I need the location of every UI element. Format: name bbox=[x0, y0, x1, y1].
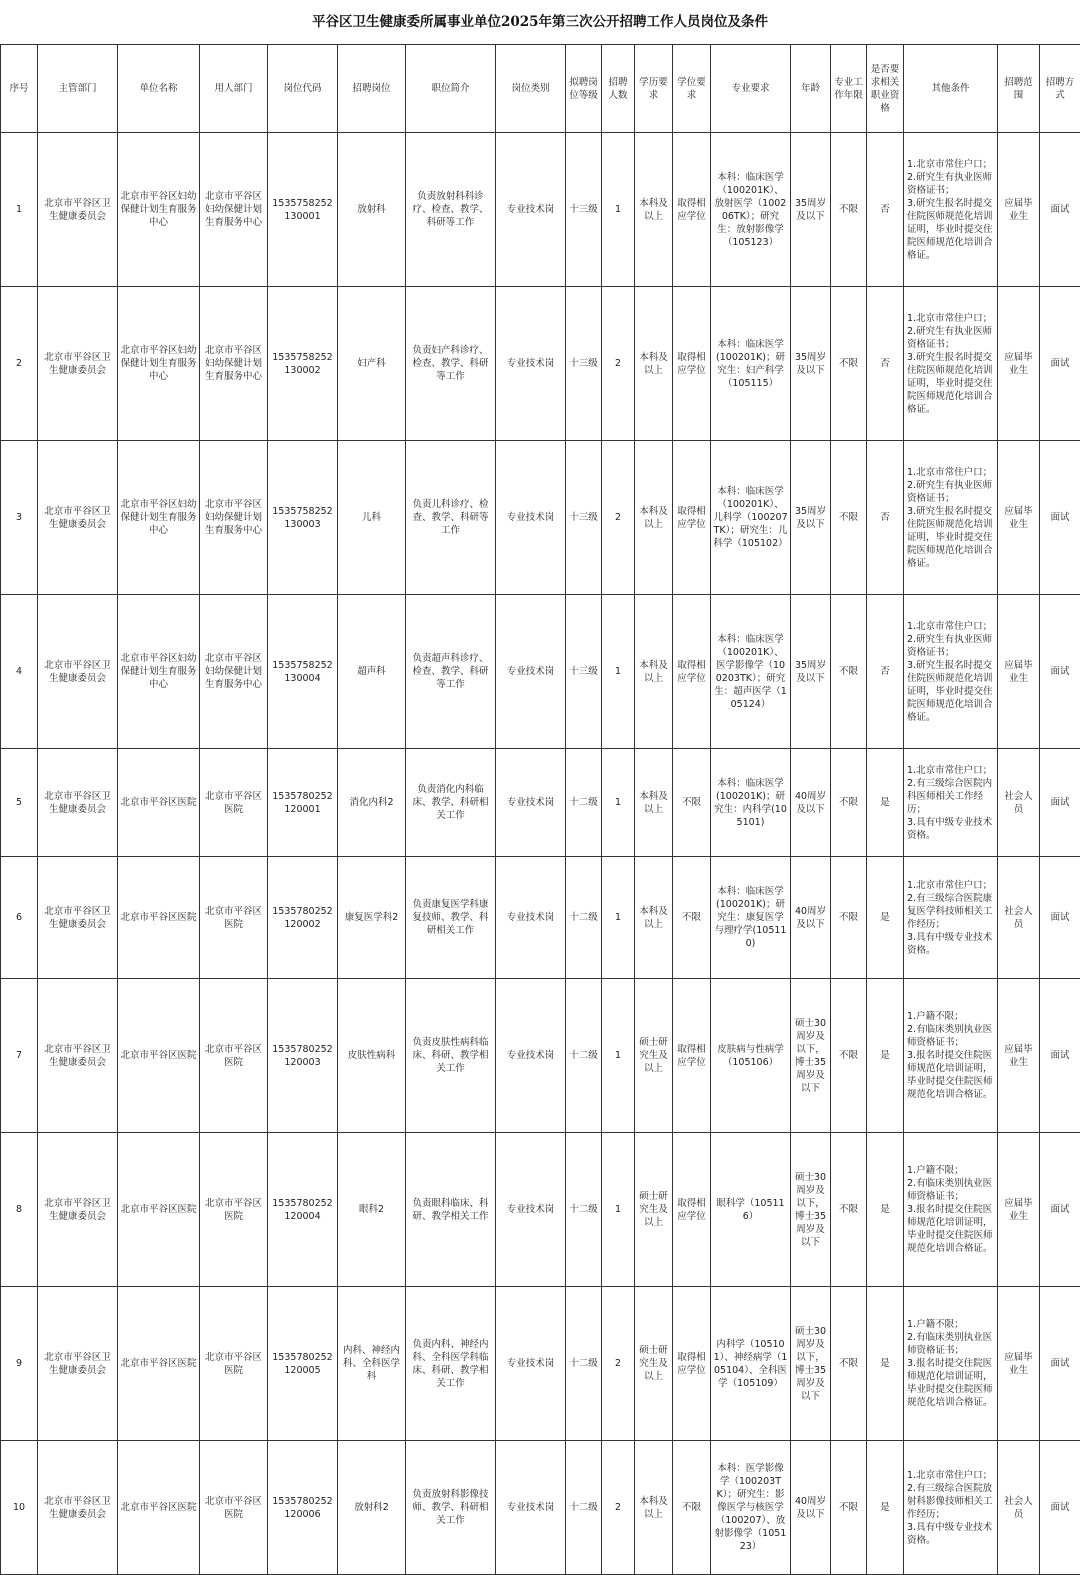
cell-scope: 应届毕业生 bbox=[998, 979, 1040, 1133]
cell-method: 面试 bbox=[1040, 749, 1080, 857]
cell-cond: 1.北京市常住户口； 2.研究生有执业医师资格证书； 3.研究生报名时提交住院医师规范化培训证明，毕业时提交住院医师规范化培训合格证。 bbox=[904, 133, 998, 287]
cell-years: 不限 bbox=[831, 595, 867, 749]
cell-intro: 负责消化内科临床、教学、科研相关工作 bbox=[406, 749, 496, 857]
table-header-row bbox=[1, 45, 1080, 133]
cell-code: 1535780252120004 bbox=[268, 1133, 338, 1287]
cell-cond: 1.北京市常住户口； 2.有三级综合医院康复医学科技师相关工作经历； 3.具有中级专业技术资格。 bbox=[904, 857, 998, 979]
cell-dept: 北京市平谷区卫生健康委员会 bbox=[38, 287, 118, 441]
cell-qual: 是 bbox=[867, 1133, 904, 1287]
cell-edu: 硕士研究生及以上 bbox=[635, 1287, 673, 1441]
cell-scope: 应届毕业生 bbox=[998, 1133, 1040, 1287]
cell-unit: 北京市平谷区医院 bbox=[118, 979, 200, 1133]
cell-unit: 北京市平谷区妇幼保健计划生育服务中心 bbox=[118, 441, 200, 595]
cell-cond: 1.北京市常住户口； 2.有三级综合医院放射科影像技师相关工作经历； 3.具有中级专业技术资格。 bbox=[904, 1441, 998, 1575]
cell-category: 专业技术岗 bbox=[496, 857, 566, 979]
cell-method: 面试 bbox=[1040, 979, 1080, 1133]
cell-qual: 是 bbox=[867, 979, 904, 1133]
cell-cond: 1.北京市常住户口； 2.研究生有执业医师资格证书； 3.研究生报名时提交住院医师规范化培训证明，毕业时提交住院医师规范化培训合格证。 bbox=[904, 595, 998, 749]
cell-no: 2 bbox=[1, 287, 38, 441]
cell-user-dept: 北京市平谷区医院 bbox=[200, 1441, 268, 1575]
cell-age: 35周岁及以下 bbox=[791, 133, 831, 287]
cell-edu: 本科及以上 bbox=[635, 441, 673, 595]
cell-major: 本科：临床医学（100201K）、医学影像学（100203TK）；研究生：超声医学（105124） bbox=[711, 595, 791, 749]
header-num: 招聘人数 bbox=[602, 45, 635, 133]
table-row bbox=[1, 133, 1080, 287]
cell-dept: 北京市平谷区卫生健康委员会 bbox=[38, 133, 118, 287]
cell-edu: 本科及以上 bbox=[635, 749, 673, 857]
cell-num: 2 bbox=[602, 1287, 635, 1441]
cell-edu: 本科及以上 bbox=[635, 133, 673, 287]
cell-scope: 应届毕业生 bbox=[998, 133, 1040, 287]
table-row bbox=[1, 1441, 1080, 1575]
cell-category: 专业技术岗 bbox=[496, 1441, 566, 1575]
header-degree: 学位要求 bbox=[673, 45, 711, 133]
cell-user-dept: 北京市平谷区医院 bbox=[200, 1133, 268, 1287]
cell-qual: 是 bbox=[867, 857, 904, 979]
cell-user-dept: 北京市平谷区医院 bbox=[200, 857, 268, 979]
cell-post: 放射科 bbox=[338, 133, 406, 287]
cell-degree: 不限 bbox=[673, 749, 711, 857]
cell-scope: 社会人员 bbox=[998, 857, 1040, 979]
cell-post: 妇产科 bbox=[338, 287, 406, 441]
header-method: 招聘方式 bbox=[1040, 45, 1080, 133]
cell-edu: 本科及以上 bbox=[635, 595, 673, 749]
cell-code: 1535780252120001 bbox=[268, 749, 338, 857]
cell-intro: 负责放射科影像技师、教学、科研相关工作 bbox=[406, 1441, 496, 1575]
cell-age: 40周岁及以下 bbox=[791, 749, 831, 857]
cell-user-dept: 北京市平谷区医院 bbox=[200, 979, 268, 1133]
cell-level: 十二级 bbox=[566, 1133, 602, 1287]
header-user-dept: 用人部门 bbox=[200, 45, 268, 133]
cell-unit: 北京市平谷区医院 bbox=[118, 857, 200, 979]
cell-code: 1535758252130001 bbox=[268, 133, 338, 287]
cell-intro: 负责妇产科诊疗、检查、教学、科研等工作 bbox=[406, 287, 496, 441]
cell-degree: 取得相应学位 bbox=[673, 287, 711, 441]
cell-category: 专业技术岗 bbox=[496, 749, 566, 857]
cell-user-dept: 北京市平谷区医院 bbox=[200, 1287, 268, 1441]
cell-major: 本科：临床医学(100201K)；研究生：内科学(105101) bbox=[711, 749, 791, 857]
table-row bbox=[1, 1287, 1080, 1441]
cell-major: 本科：医学影像学（100203TK）；研究生：影像医学与核医学（100207）、放射影像学（105123） bbox=[711, 1441, 791, 1575]
cell-years: 不限 bbox=[831, 857, 867, 979]
cell-dept: 北京市平谷区卫生健康委员会 bbox=[38, 857, 118, 979]
cell-qual: 是 bbox=[867, 749, 904, 857]
cell-qual: 是 bbox=[867, 1441, 904, 1575]
cell-code: 1535758252130003 bbox=[268, 441, 338, 595]
table-row bbox=[1, 441, 1080, 595]
cell-category: 专业技术岗 bbox=[496, 595, 566, 749]
cell-unit: 北京市平谷区妇幼保健计划生育服务中心 bbox=[118, 287, 200, 441]
cell-level: 十三级 bbox=[566, 595, 602, 749]
cell-years: 不限 bbox=[831, 133, 867, 287]
cell-level: 十二级 bbox=[566, 749, 602, 857]
cell-degree: 不限 bbox=[673, 1441, 711, 1575]
cell-user-dept: 北京市平谷区妇幼保健计划生育服务中心 bbox=[200, 287, 268, 441]
cell-num: 2 bbox=[602, 1441, 635, 1575]
cell-degree: 取得相应学位 bbox=[673, 133, 711, 287]
header-intro: 职位简介 bbox=[406, 45, 496, 133]
cell-years: 不限 bbox=[831, 1441, 867, 1575]
header-major: 专业要求 bbox=[711, 45, 791, 133]
cell-no: 1 bbox=[1, 133, 38, 287]
cell-category: 专业技术岗 bbox=[496, 979, 566, 1133]
cell-degree: 取得相应学位 bbox=[673, 441, 711, 595]
header-scope: 招聘范围 bbox=[998, 45, 1040, 133]
cell-no: 7 bbox=[1, 979, 38, 1133]
cell-dept: 北京市平谷区卫生健康委员会 bbox=[38, 1441, 118, 1575]
header-level: 拟聘岗位等级 bbox=[566, 45, 602, 133]
cell-degree: 取得相应学位 bbox=[673, 1133, 711, 1287]
cell-major: 眼科学（105116） bbox=[711, 1133, 791, 1287]
cell-user-dept: 北京市平谷区妇幼保健计划生育服务中心 bbox=[200, 595, 268, 749]
cell-level: 十二级 bbox=[566, 1441, 602, 1575]
header-code: 岗位代码 bbox=[268, 45, 338, 133]
cell-years: 不限 bbox=[831, 749, 867, 857]
table-row bbox=[1, 857, 1080, 979]
cell-num: 1 bbox=[602, 857, 635, 979]
cell-age: 35周岁及以下 bbox=[791, 595, 831, 749]
cell-post: 康复医学科2 bbox=[338, 857, 406, 979]
cell-degree: 取得相应学位 bbox=[673, 595, 711, 749]
cell-post: 眼科2 bbox=[338, 1133, 406, 1287]
cell-num: 1 bbox=[602, 979, 635, 1133]
cell-years: 不限 bbox=[831, 1287, 867, 1441]
cell-category: 专业技术岗 bbox=[496, 133, 566, 287]
cell-post: 消化内科2 bbox=[338, 749, 406, 857]
cell-post: 放射科2 bbox=[338, 1441, 406, 1575]
cell-dept: 北京市平谷区卫生健康委员会 bbox=[38, 595, 118, 749]
cell-post: 皮肤性病科 bbox=[338, 979, 406, 1133]
cell-method: 面试 bbox=[1040, 441, 1080, 595]
cell-post: 儿科 bbox=[338, 441, 406, 595]
cell-age: 40周岁及以下 bbox=[791, 1441, 831, 1575]
cell-scope: 应届毕业生 bbox=[998, 287, 1040, 441]
cell-post: 超声科 bbox=[338, 595, 406, 749]
header-age: 年龄 bbox=[791, 45, 831, 133]
cell-degree: 取得相应学位 bbox=[673, 1287, 711, 1441]
cell-intro: 负责放射科科诊疗、检查、教学、科研等工作 bbox=[406, 133, 496, 287]
cell-level: 十二级 bbox=[566, 979, 602, 1133]
cell-category: 专业技术岗 bbox=[496, 441, 566, 595]
cell-dept: 北京市平谷区卫生健康委员会 bbox=[38, 979, 118, 1133]
cell-code: 1535758252130002 bbox=[268, 287, 338, 441]
cell-qual: 是 bbox=[867, 1287, 904, 1441]
cell-major: 内科学（105101）、神经病学（105104）、全科医学（105109） bbox=[711, 1287, 791, 1441]
cell-code: 1535780252120003 bbox=[268, 979, 338, 1133]
header-cond: 其他条件 bbox=[904, 45, 998, 133]
cell-no: 8 bbox=[1, 1133, 38, 1287]
cell-code: 1535780252120002 bbox=[268, 857, 338, 979]
cell-user-dept: 北京市平谷区妇幼保健计划生育服务中心 bbox=[200, 133, 268, 287]
cell-method: 面试 bbox=[1040, 287, 1080, 441]
cell-intro: 负责超声科诊疗、检查、教学、科研等工作 bbox=[406, 595, 496, 749]
cell-intro: 负责皮肤性病科临床、科研、教学相关工作 bbox=[406, 979, 496, 1133]
header-dept: 主管部门 bbox=[38, 45, 118, 133]
cell-intro: 负责儿科诊疗、检查、教学、科研等工作 bbox=[406, 441, 496, 595]
cell-method: 面试 bbox=[1040, 133, 1080, 287]
cell-level: 十三级 bbox=[566, 441, 602, 595]
cell-dept: 北京市平谷区卫生健康委员会 bbox=[38, 1133, 118, 1287]
cell-code: 1535758252130004 bbox=[268, 595, 338, 749]
cell-num: 1 bbox=[602, 1133, 635, 1287]
page-title: 平谷区卫生健康委所属事业单位2025年第三次公开招聘工作人员岗位及条件 bbox=[0, 0, 1080, 44]
cell-scope: 应届毕业生 bbox=[998, 595, 1040, 749]
cell-age: 35周岁及以下 bbox=[791, 441, 831, 595]
cell-scope: 社会人员 bbox=[998, 749, 1040, 857]
cell-method: 面试 bbox=[1040, 1441, 1080, 1575]
cell-cond: 1.北京市常住户口； 2.有三级综合医院内科医师相关工作经历； 3.具有中级专业技术资格。 bbox=[904, 749, 998, 857]
header-qual: 是否要求相关职业资格 bbox=[867, 45, 904, 133]
cell-age: 40周岁及以下 bbox=[791, 857, 831, 979]
cell-intro: 负责康复医学科康复技师、教学、科研相关工作 bbox=[406, 857, 496, 979]
cell-user-dept: 北京市平谷区医院 bbox=[200, 749, 268, 857]
cell-code: 1535780252120005 bbox=[268, 1287, 338, 1441]
header-unit: 单位名称 bbox=[118, 45, 200, 133]
cell-unit: 北京市平谷区医院 bbox=[118, 1133, 200, 1287]
cell-dept: 北京市平谷区卫生健康委员会 bbox=[38, 749, 118, 857]
cell-years: 不限 bbox=[831, 979, 867, 1133]
cell-unit: 北京市平谷区妇幼保健计划生育服务中心 bbox=[118, 133, 200, 287]
table-row bbox=[1, 1133, 1080, 1287]
table-row bbox=[1, 287, 1080, 441]
cell-cond: 1.户籍不限； 2.有临床类别执业医师资格证书； 3.报名时提交住院医师规范化培训证明，毕业时提交住院医师规范化培训合格证。 bbox=[904, 1133, 998, 1287]
cell-cond: 1.户籍不限； 2.有临床类别执业医师资格证书； 3.报名时提交住院医师规范化培训证明，毕业时提交住院医师规范化培训合格证。 bbox=[904, 979, 998, 1133]
table-row bbox=[1, 749, 1080, 857]
positions-table bbox=[0, 44, 1080, 1575]
cell-no: 9 bbox=[1, 1287, 38, 1441]
cell-major: 本科：临床医学（100201K）、儿科学（100207TK）；研究生：儿科学（105102） bbox=[711, 441, 791, 595]
cell-major: 本科：临床医学(100201K)；研究生：康复医学与理疗学(105110) bbox=[711, 857, 791, 979]
cell-edu: 本科及以上 bbox=[635, 1441, 673, 1575]
cell-cond: 1.北京市常住户口； 2.研究生有执业医师资格证书； 3.研究生报名时提交住院医师规范化培训证明，毕业时提交住院医师规范化培训合格证。 bbox=[904, 441, 998, 595]
cell-qual: 否 bbox=[867, 441, 904, 595]
cell-unit: 北京市平谷区医院 bbox=[118, 1441, 200, 1575]
cell-no: 10 bbox=[1, 1441, 38, 1575]
cell-num: 1 bbox=[602, 749, 635, 857]
cell-age: 硕士30周岁及以下，博士35周岁及以下 bbox=[791, 1133, 831, 1287]
header-post: 招聘岗位 bbox=[338, 45, 406, 133]
cell-scope: 应届毕业生 bbox=[998, 441, 1040, 595]
cell-code: 1535780252120006 bbox=[268, 1441, 338, 1575]
cell-edu: 本科及以上 bbox=[635, 857, 673, 979]
cell-category: 专业技术岗 bbox=[496, 1287, 566, 1441]
cell-age: 硕士30周岁及以下，博士35周岁及以下 bbox=[791, 1287, 831, 1441]
cell-num: 2 bbox=[602, 287, 635, 441]
cell-category: 专业技术岗 bbox=[496, 287, 566, 441]
cell-major: 本科：临床医学（100201K）、放射医学（100206TK）；研究生：放射影像学（105123） bbox=[711, 133, 791, 287]
table-row bbox=[1, 595, 1080, 749]
cell-intro: 负责眼科临床、科研、教学相关工作 bbox=[406, 1133, 496, 1287]
cell-major: 本科：临床医学(100201K)；研究生：妇产科学（105115） bbox=[711, 287, 791, 441]
cell-qual: 否 bbox=[867, 595, 904, 749]
cell-years: 不限 bbox=[831, 287, 867, 441]
cell-age: 硕士30周岁及以下，博士35周岁及以下 bbox=[791, 979, 831, 1133]
cell-num: 1 bbox=[602, 133, 635, 287]
cell-cond: 1.户籍不限； 2.有临床类别执业医师资格证书； 3.报名时提交住院医师规范化培训证明，毕业时提交住院医师规范化培训合格证。 bbox=[904, 1287, 998, 1441]
cell-no: 6 bbox=[1, 857, 38, 979]
cell-method: 面试 bbox=[1040, 595, 1080, 749]
cell-cond: 1.北京市常住户口； 2.研究生有执业医师资格证书； 3.研究生报名时提交住院医师规范化培训证明，毕业时提交住院医师规范化培训合格证。 bbox=[904, 287, 998, 441]
cell-dept: 北京市平谷区卫生健康委员会 bbox=[38, 441, 118, 595]
cell-edu: 本科及以上 bbox=[635, 287, 673, 441]
cell-user-dept: 北京市平谷区妇幼保健计划生育服务中心 bbox=[200, 441, 268, 595]
cell-level: 十二级 bbox=[566, 857, 602, 979]
cell-unit: 北京市平谷区医院 bbox=[118, 1287, 200, 1441]
cell-major: 皮肤病与性病学（105106） bbox=[711, 979, 791, 1133]
header-category: 岗位类别 bbox=[496, 45, 566, 133]
cell-edu: 硕士研究生及以上 bbox=[635, 979, 673, 1133]
cell-qual: 否 bbox=[867, 287, 904, 441]
cell-edu: 硕士研究生及以上 bbox=[635, 1133, 673, 1287]
cell-years: 不限 bbox=[831, 1133, 867, 1287]
cell-no: 3 bbox=[1, 441, 38, 595]
cell-degree: 取得相应学位 bbox=[673, 979, 711, 1133]
cell-unit: 北京市平谷区医院 bbox=[118, 749, 200, 857]
cell-num: 1 bbox=[602, 595, 635, 749]
cell-years: 不限 bbox=[831, 441, 867, 595]
cell-method: 面试 bbox=[1040, 857, 1080, 979]
cell-unit: 北京市平谷区妇幼保健计划生育服务中心 bbox=[118, 595, 200, 749]
cell-no: 4 bbox=[1, 595, 38, 749]
header-no: 序号 bbox=[1, 45, 38, 133]
cell-method: 面试 bbox=[1040, 1287, 1080, 1441]
cell-degree: 不限 bbox=[673, 857, 711, 979]
cell-level: 十三级 bbox=[566, 287, 602, 441]
header-edu: 学历要求 bbox=[635, 45, 673, 133]
cell-age: 35周岁及以下 bbox=[791, 287, 831, 441]
header-years: 专业工作年限 bbox=[831, 45, 867, 133]
cell-qual: 否 bbox=[867, 133, 904, 287]
cell-scope: 社会人员 bbox=[998, 1441, 1040, 1575]
cell-category: 专业技术岗 bbox=[496, 1133, 566, 1287]
cell-dept: 北京市平谷区卫生健康委员会 bbox=[38, 1287, 118, 1441]
cell-level: 十二级 bbox=[566, 1287, 602, 1441]
cell-post: 内科、神经内科、全科医学科 bbox=[338, 1287, 406, 1441]
cell-level: 十三级 bbox=[566, 133, 602, 287]
cell-scope: 应届毕业生 bbox=[998, 1287, 1040, 1441]
cell-num: 2 bbox=[602, 441, 635, 595]
cell-no: 5 bbox=[1, 749, 38, 857]
table-row bbox=[1, 979, 1080, 1133]
cell-method: 面试 bbox=[1040, 1133, 1080, 1287]
cell-intro: 负责内科、神经内科、全科医学科临床、科研、教学相关工作 bbox=[406, 1287, 496, 1441]
